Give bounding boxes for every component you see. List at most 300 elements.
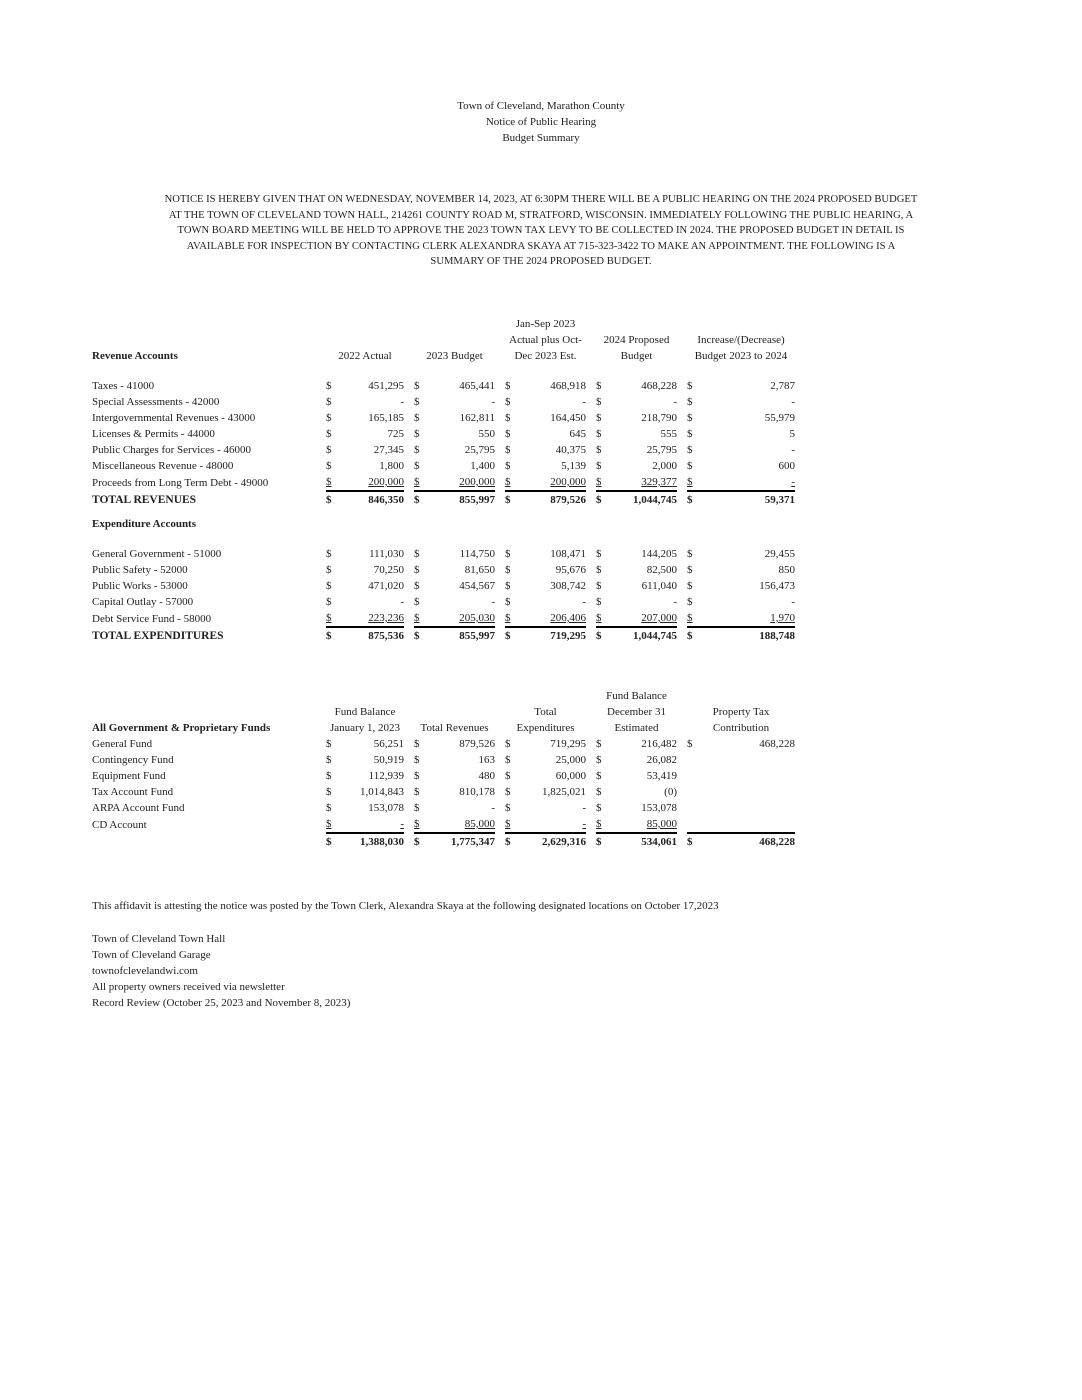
- currency-symbol: $: [687, 491, 697, 508]
- column-gap: [404, 736, 414, 752]
- amount-cell: 471,020: [368, 580, 404, 592]
- column-header-line: Total: [534, 706, 557, 718]
- amount-cell: 85,000: [646, 818, 677, 830]
- amount-cell: 207,000: [641, 612, 677, 624]
- currency-symbol: $: [326, 476, 332, 488]
- expenditure-row: [92, 562, 795, 578]
- row-label: TOTAL REVENUES: [92, 494, 197, 506]
- column-gap: [677, 562, 687, 578]
- currency-symbol: $: [505, 738, 511, 750]
- expenditure-row: [92, 594, 795, 610]
- fund-row: [92, 752, 795, 768]
- amount-cell: -: [400, 818, 404, 830]
- revenue-row: [92, 458, 795, 474]
- amount-cell: 162,811: [459, 412, 495, 424]
- column-gap: [404, 610, 414, 627]
- amount-cell: 879,526: [515, 491, 586, 508]
- amount-cell: 879,526: [459, 738, 495, 750]
- column-gap: [404, 578, 414, 594]
- currency-symbol: $: [687, 596, 693, 608]
- column-gap: [586, 474, 596, 491]
- currency-symbol: $: [326, 460, 332, 472]
- currency-symbol: $: [505, 580, 511, 592]
- amount-cell: 60,000: [555, 770, 586, 782]
- amount-cell: 81,650: [464, 564, 495, 576]
- row-label: Licenses & Permits - 44000: [92, 428, 215, 440]
- column-gap: [495, 491, 505, 508]
- currency-symbol: $: [326, 833, 336, 850]
- spacer-row: [92, 364, 795, 378]
- amount-cell: 719,295: [515, 627, 586, 644]
- amount-cell: -: [791, 476, 795, 488]
- fund-row: [92, 800, 795, 816]
- currency-symbol: $: [326, 818, 332, 830]
- column-gap: [677, 491, 687, 508]
- row-label: Proceeds from Long Term Debt - 49000: [92, 477, 269, 489]
- amount-cell: 534,061: [606, 833, 677, 850]
- amount-cell: 468,918: [550, 380, 586, 392]
- notice-line: TOWN BOARD MEETING WILL BE HELD TO APPROVE THE 2023 TOWN TAX LEVY TO BE COLLECTED IN 2024. THE PROPOSED BUDGET IN DETAIL IS: [177, 225, 905, 236]
- currency-symbol: $: [687, 380, 693, 392]
- row-label: Public Safety - 52000: [92, 564, 188, 576]
- currency-symbol: $: [414, 412, 420, 424]
- currency-symbol: $: [596, 428, 602, 440]
- currency-symbol: $: [326, 770, 332, 782]
- amount-cell: 468,228: [759, 738, 795, 750]
- currency-symbol: [687, 752, 697, 768]
- section-heading: All Government & Proprietary Funds: [92, 722, 271, 734]
- column-gap: [495, 546, 505, 562]
- column-gap: [495, 784, 505, 800]
- currency-symbol: $: [414, 770, 420, 782]
- amount-cell: 1,014,843: [360, 786, 404, 798]
- expenditure-row: [92, 546, 795, 562]
- column-gap: [677, 378, 687, 394]
- row-label: Contingency Fund: [92, 754, 174, 766]
- currency-symbol: [687, 768, 697, 784]
- currency-symbol: $: [505, 491, 515, 508]
- column-gap: [495, 394, 505, 410]
- header-doc-type: Budget Summary: [502, 132, 580, 144]
- column-gap: [677, 410, 687, 426]
- column-gap: [677, 546, 687, 562]
- currency-symbol: $: [596, 380, 602, 392]
- amount-cell: 216,482: [641, 738, 677, 750]
- column-header-line: Fund Balance: [334, 706, 396, 718]
- revenue-row: [92, 394, 795, 410]
- column-gap: [586, 768, 596, 784]
- currency-symbol: $: [326, 786, 332, 798]
- spacer: [92, 364, 795, 378]
- amount-cell: 165,185: [368, 412, 404, 424]
- column-header-line: Budget: [620, 350, 653, 362]
- currency-symbol: $: [596, 412, 602, 424]
- spacer-row: [92, 508, 795, 516]
- row-label: Miscellaneous Revenue - 48000: [92, 460, 234, 472]
- amount-cell: 1,775,347: [424, 833, 495, 850]
- column-header-line: Fund Balance: [606, 690, 667, 702]
- column-gap: [495, 442, 505, 458]
- column-header-line: Dec 2023 Est.: [514, 350, 577, 362]
- currency-symbol: $: [414, 444, 420, 456]
- currency-symbol: $: [596, 754, 602, 766]
- posting-location: Record Review (October 25, 2023 and November 8, 2023): [92, 997, 351, 1009]
- currency-symbol: $: [326, 444, 332, 456]
- amount-cell: 719,295: [550, 738, 586, 750]
- column-header: [414, 688, 495, 736]
- amount-cell: 600: [778, 460, 795, 472]
- column-header-line: Actual plus Oct-: [509, 334, 582, 346]
- amount-cell: 1,044,745: [606, 491, 677, 508]
- currency-symbol: $: [414, 460, 420, 472]
- row-label: [92, 833, 326, 850]
- amount-cell: [697, 784, 795, 800]
- currency-symbol: $: [326, 754, 332, 766]
- amount-cell: 465,441: [459, 380, 495, 392]
- column-gap: [404, 394, 414, 410]
- column-gap: [586, 752, 596, 768]
- column-gap: [404, 546, 414, 562]
- column-header: [326, 688, 404, 736]
- column-gap: [586, 800, 596, 816]
- currency-symbol: $: [596, 548, 602, 560]
- amount-cell: 200,000: [368, 476, 404, 488]
- column-gap: [677, 442, 687, 458]
- row-label: Capital Outlay - 57000: [92, 596, 194, 608]
- column-gap: [495, 410, 505, 426]
- row-label: Public Charges for Services - 46000: [92, 444, 251, 456]
- amount-cell: 218,790: [641, 412, 677, 424]
- amount-cell: 480: [478, 770, 495, 782]
- amount-cell: 1,800: [379, 460, 404, 472]
- currency-symbol: $: [414, 476, 420, 488]
- column-gap: [677, 458, 687, 474]
- currency-symbol: $: [687, 476, 693, 488]
- amount-cell: 468,228: [641, 380, 677, 392]
- column-gap: [495, 688, 505, 736]
- column-gap: [677, 394, 687, 410]
- amount-cell: 200,000: [459, 476, 495, 488]
- currency-symbol: $: [414, 818, 420, 830]
- amount-cell: 2,000: [652, 460, 677, 472]
- posting-locations-list: [92, 931, 350, 1011]
- currency-symbol: $: [596, 444, 602, 456]
- amount-cell: 153,078: [368, 802, 404, 814]
- posting-location: Town of Cleveland Town Hall: [92, 933, 226, 945]
- currency-symbol: $: [596, 738, 602, 750]
- currency-symbol: $: [687, 548, 693, 560]
- currency-symbol: $: [687, 412, 693, 424]
- amount-cell: 2,629,316: [515, 833, 586, 850]
- amount-cell: 95,676: [555, 564, 586, 576]
- currency-symbol: $: [596, 770, 602, 782]
- column-header-line: Budget 2023 to 2024: [694, 350, 788, 362]
- currency-symbol: $: [326, 428, 332, 440]
- amount-cell: 114,750: [459, 548, 495, 560]
- column-gap: [495, 426, 505, 442]
- column-gap: [677, 752, 687, 768]
- column-header: [687, 316, 795, 364]
- column-gap: [495, 816, 505, 833]
- fund-row: [92, 736, 795, 752]
- column-header: [596, 688, 677, 736]
- column-gap: [404, 562, 414, 578]
- currency-symbol: $: [505, 612, 511, 624]
- amount-cell: 468,228: [697, 833, 795, 850]
- notice-line: NOTICE IS HEREBY GIVEN THAT ON WEDNESDAY, NOVEMBER 14, 2023, AT 6:30PM THERE WILL BE A PUBLIC HEARING ON THE 2024 PROPOSED BUDGET: [164, 194, 918, 205]
- row-label: Equipment Fund: [92, 770, 166, 782]
- column-gap: [677, 578, 687, 594]
- expenditure-row: [92, 578, 795, 594]
- column-gap: [677, 768, 687, 784]
- row-label: Taxes - 41000: [92, 380, 155, 392]
- column-gap: [677, 426, 687, 442]
- column-gap: [404, 627, 414, 644]
- amount-cell: 50,919: [373, 754, 404, 766]
- currency-symbol: $: [596, 802, 602, 814]
- amount-cell: -: [673, 396, 677, 408]
- column-gap: [677, 800, 687, 816]
- document-header: [0, 98, 1082, 146]
- column-header-line: Total Revenues: [420, 722, 489, 734]
- currency-symbol: $: [687, 612, 693, 624]
- row-label: General Fund: [92, 738, 153, 750]
- column-gap: [495, 594, 505, 610]
- revenue-row: [92, 442, 795, 458]
- column-gap: [586, 378, 596, 394]
- column-gap: [586, 688, 596, 736]
- column-gap: [586, 442, 596, 458]
- revenue-row: [92, 410, 795, 426]
- spacer-row: [92, 532, 795, 546]
- currency-symbol: $: [687, 564, 693, 576]
- amount-cell: 53,419: [646, 770, 677, 782]
- column-header-line: Increase/(Decrease): [697, 334, 785, 346]
- amount-cell: 1,825,021: [542, 786, 586, 798]
- currency-symbol: $: [414, 627, 424, 644]
- row-label: Debt Service Fund - 58000: [92, 613, 212, 625]
- amount-cell: -: [491, 802, 495, 814]
- currency-symbol: $: [687, 428, 693, 440]
- amount-cell: 156,473: [759, 580, 795, 592]
- currency-symbol: [687, 800, 697, 816]
- currency-symbol: $: [505, 564, 511, 576]
- amount-cell: 205,030: [459, 612, 495, 624]
- column-header-line: 2022 Actual: [338, 350, 392, 362]
- column-gap: [495, 316, 505, 364]
- column-gap: [404, 378, 414, 394]
- amount-cell: 108,471: [550, 548, 586, 560]
- currency-symbol: $: [326, 627, 336, 644]
- column-gap: [586, 410, 596, 426]
- public-hearing-notice: [88, 192, 994, 270]
- currency-symbol: $: [596, 818, 602, 830]
- currency-symbol: $: [596, 476, 602, 488]
- column-gap: [586, 578, 596, 594]
- amount-cell: 40,375: [555, 444, 586, 456]
- currency-symbol: $: [687, 444, 693, 456]
- column-gap: [586, 627, 596, 644]
- column-gap: [495, 378, 505, 394]
- amount-cell: 855,997: [424, 491, 495, 508]
- column-header: [596, 316, 677, 364]
- column-gap: [677, 816, 687, 833]
- currency-symbol: $: [414, 833, 424, 850]
- currency-symbol: $: [505, 548, 511, 560]
- column-gap: [677, 594, 687, 610]
- amount-cell: 308,742: [550, 580, 586, 592]
- currency-symbol: $: [505, 786, 511, 798]
- amount-cell: -: [791, 444, 795, 456]
- column-gap: [677, 736, 687, 752]
- amount-cell: 810,178: [459, 786, 495, 798]
- posting-location: All property owners received via newsletter: [92, 981, 285, 993]
- column-header: [505, 316, 586, 364]
- column-gap: [404, 458, 414, 474]
- amount-cell: 645: [569, 428, 586, 440]
- currency-symbol: $: [414, 786, 420, 798]
- currency-symbol: $: [596, 564, 602, 576]
- column-gap: [495, 800, 505, 816]
- budget-summary-table: [92, 316, 795, 644]
- amount-cell: -: [400, 596, 404, 608]
- amount-cell: 725: [387, 428, 404, 440]
- amount-cell: [697, 816, 795, 833]
- currency-symbol: $: [505, 770, 511, 782]
- column-gap: [586, 546, 596, 562]
- amount-cell: 29,455: [764, 548, 795, 560]
- currency-symbol: $: [414, 548, 420, 560]
- currency-symbol: $: [505, 380, 511, 392]
- amount-cell: -: [791, 396, 795, 408]
- column-gap: [404, 410, 414, 426]
- column-gap: [586, 816, 596, 833]
- amount-cell: 1,044,745: [606, 627, 677, 644]
- amount-cell: 164,450: [550, 412, 586, 424]
- affidavit-statement: This affidavit is attesting the notice was posted by the Town Clerk, Alexandra Skaya at the following designated locations on October 17,2023: [92, 900, 719, 912]
- amount-cell: 5: [789, 428, 795, 440]
- amount-cell: 1,970: [770, 612, 795, 624]
- header-title: Town of Cleveland, Marathon County: [457, 100, 625, 112]
- revenue-row: [92, 378, 795, 394]
- amount-cell: 451,295: [368, 380, 404, 392]
- funds-summary-table: [92, 688, 795, 850]
- column-gap: [495, 578, 505, 594]
- amount-cell: [697, 752, 795, 768]
- column-header: [326, 316, 404, 364]
- currency-symbol: $: [414, 380, 420, 392]
- row-label: Public Works - 53000: [92, 580, 188, 592]
- currency-symbol: $: [505, 833, 515, 850]
- currency-symbol: $: [326, 380, 332, 392]
- column-gap: [495, 768, 505, 784]
- currency-symbol: $: [505, 802, 511, 814]
- amount-cell: 59,371: [697, 491, 795, 508]
- currency-symbol: $: [596, 396, 602, 408]
- amount-cell: 112,939: [368, 770, 404, 782]
- currency-symbol: $: [326, 396, 332, 408]
- posting-location: townofclevelandwi.com: [92, 965, 198, 977]
- amount-cell: 56,251: [373, 738, 404, 750]
- amount-cell: 27,345: [373, 444, 404, 456]
- amount-cell: -: [582, 818, 586, 830]
- column-gap: [404, 816, 414, 833]
- currency-symbol: $: [414, 491, 424, 508]
- row-label: General Government - 51000: [92, 548, 222, 560]
- fund-row: [92, 816, 795, 833]
- funds-total-row: [92, 833, 795, 850]
- revenue-row: [92, 474, 795, 491]
- currency-symbol: $: [326, 802, 332, 814]
- currency-symbol: $: [505, 412, 511, 424]
- amount-cell: -: [673, 596, 677, 608]
- column-gap: [404, 316, 414, 364]
- currency-symbol: $: [326, 580, 332, 592]
- column-gap: [404, 688, 414, 736]
- fund-row: [92, 784, 795, 800]
- amount-cell: 2,787: [770, 380, 795, 392]
- amount-cell: 855,997: [424, 627, 495, 644]
- currency-symbol: $: [596, 596, 602, 608]
- section-heading: Revenue Accounts: [92, 350, 178, 362]
- column-gap: [586, 784, 596, 800]
- amount-cell: 850: [778, 564, 795, 576]
- amount-cell: 144,205: [641, 548, 677, 560]
- amount-cell: -: [582, 596, 586, 608]
- column-gap: [677, 833, 687, 850]
- currency-symbol: $: [505, 396, 511, 408]
- posting-location: Town of Cleveland Garage: [92, 949, 211, 961]
- spacer: [92, 532, 795, 546]
- column-gap: [404, 784, 414, 800]
- column-gap: [586, 394, 596, 410]
- column-header-line: Jan-Sep 2023: [515, 318, 576, 330]
- currency-symbol: $: [505, 428, 511, 440]
- column-gap: [495, 736, 505, 752]
- amount-cell: 206,406: [550, 612, 586, 624]
- column-gap: [677, 316, 687, 364]
- column-header-line: Property Tax: [712, 706, 770, 718]
- column-gap: [404, 594, 414, 610]
- amount-cell: 454,567: [459, 580, 495, 592]
- row-label: Tax Account Fund: [92, 786, 174, 798]
- currency-symbol: $: [414, 428, 420, 440]
- column-gap: [404, 426, 414, 442]
- currency-symbol: [687, 784, 697, 800]
- column-gap: [495, 474, 505, 491]
- amount-cell: -: [582, 396, 586, 408]
- amount-cell: 550: [478, 428, 495, 440]
- currency-symbol: $: [414, 564, 420, 576]
- column-header: [687, 688, 795, 736]
- total-expenditures-row: [92, 627, 795, 644]
- column-gap: [404, 491, 414, 508]
- currency-symbol: $: [505, 476, 511, 488]
- notice-line: SUMMARY OF THE 2024 PROPOSED BUDGET.: [430, 256, 652, 267]
- column-gap: [495, 833, 505, 850]
- currency-symbol: $: [414, 396, 420, 408]
- currency-symbol: $: [687, 833, 697, 850]
- section-heading-row: [92, 516, 795, 532]
- amount-cell: 82,500: [646, 564, 677, 576]
- currency-symbol: $: [596, 786, 602, 798]
- column-gap: [404, 442, 414, 458]
- column-gap: [586, 594, 596, 610]
- amount-cell: [697, 768, 795, 784]
- column-gap: [404, 474, 414, 491]
- amount-cell: 555: [660, 428, 677, 440]
- amount-cell: (0): [664, 786, 677, 798]
